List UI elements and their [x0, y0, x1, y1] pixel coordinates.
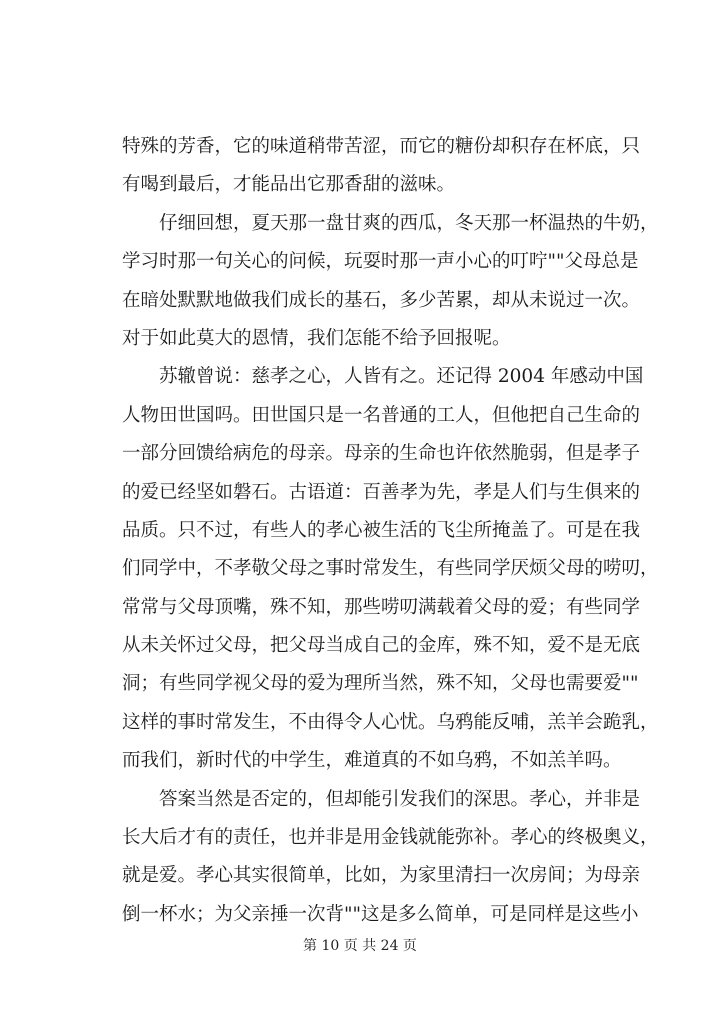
text-line: 从未关怀过父母，把父母当成自己的金库，殊不知，爱不是无底: [122, 635, 641, 657]
page-footer: 第 10 页 共 24 页: [303, 938, 417, 954]
text-line: 们同学中，不孝敬父母之事时常发生，有些同学厌烦父母的唠叨，: [122, 558, 659, 580]
text-line: 一部分回馈给病危的母亲。母亲的生命也许依然脆弱，但是孝子: [122, 443, 641, 465]
text-line: 仔细回想，夏天那一盘甘爽的西瓜，冬天那一杯温热的牛奶，: [159, 212, 659, 234]
text-line: 这样的事时常发生，不由得令人心忧。乌鸦能反哺，羔羊会跪乳，: [122, 711, 659, 733]
text-line: 人物田世国吗。田世国只是一名普通的工人，但他把自己生命的: [122, 404, 641, 426]
text-line: 常常与父母顶嘴，殊不知，那些唠叨满载着父母的爱；有些同学: [122, 596, 641, 618]
text-line: 倒一杯水；为父亲捶一次背""这是多么简单，可是同样是这些小: [122, 903, 639, 925]
body-text: [122, 128, 659, 934]
text-line: 而我们，新时代的中学生，难道真的不如乌鸦，不如羔羊吗。: [122, 750, 622, 772]
text-line: 在暗处默默地做我们成长的基石，多少苦累，却从未说过一次。: [122, 289, 641, 311]
text-line: 苏辙曾说：慈孝之心，人皆有之。还记得 2004 年感动中国: [159, 366, 644, 388]
text-line: 对于如此莫大的恩情，我们怎能不给予回报呢。: [122, 327, 511, 349]
text-line: 特殊的芳香，它的味道稍带苦涩，而它的糖份却积存在杯底，只: [122, 136, 641, 157]
text-line: 品质。只不过，有些人的孝心被生活的飞尘所掩盖了。可是在我: [122, 519, 641, 541]
text-line: 有喝到最后，才能品出它那香甜的滋味。: [122, 174, 456, 196]
text-line: 学习时那一句关心的问候，玩耍时那一声小心的叮咛""父母总是: [122, 251, 639, 273]
text-line: 就是爱。孝心其实很简单，比如，为家里清扫一次房间；为母亲: [122, 865, 641, 887]
text-line: 答案当然是否定的，但却能引发我们的深思。孝心，并非是: [159, 788, 641, 810]
text-line: 洞；有些同学视父母的爱为理所当然，殊不知，父母也需要爱"": [122, 673, 639, 695]
text-line: 的爱已经坚如磐石。古语道：百善孝为先，孝是人们与生俱来的: [122, 481, 641, 503]
text-line: 长大后才有的责任，也并非是用金钱就能弥补。孝心的终极奥义，: [122, 827, 659, 849]
